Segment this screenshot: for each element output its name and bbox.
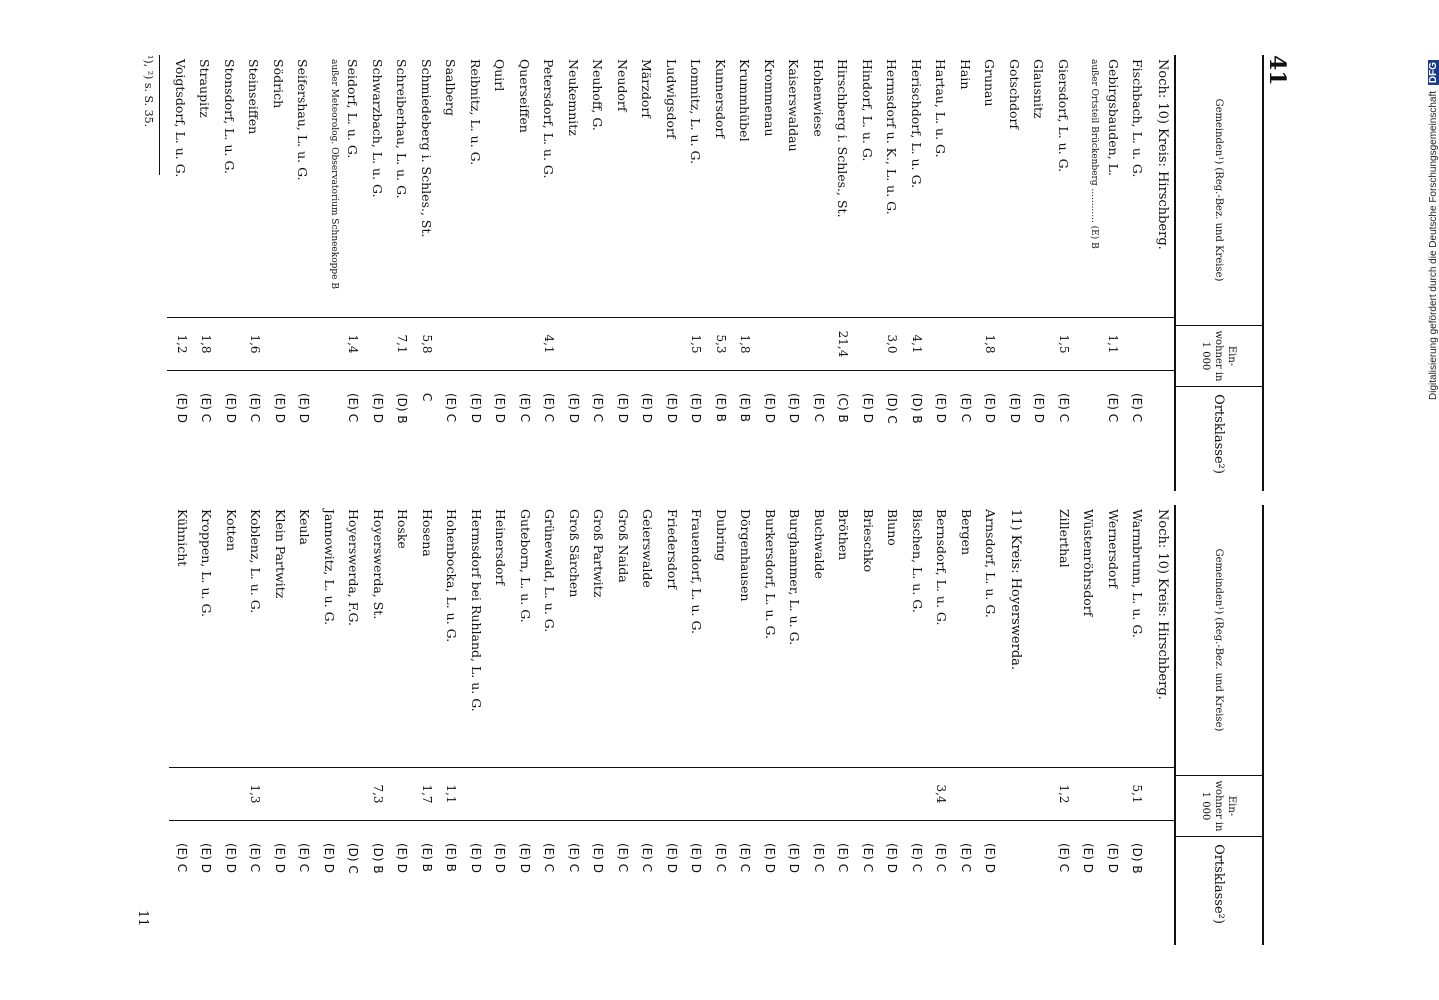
class-value: (E) C bbox=[616, 843, 630, 873]
municipality-name: Södrich bbox=[271, 59, 286, 109]
municipality-name: Zillerthal bbox=[1057, 509, 1072, 568]
class-value: (E) D bbox=[591, 843, 606, 873]
population-value bbox=[1027, 768, 1052, 820]
class-value: (E) D bbox=[763, 393, 777, 423]
municipality-name: Hartau, L. u. G. bbox=[933, 59, 949, 158]
class-value: (E) C bbox=[738, 843, 753, 873]
population-value bbox=[807, 768, 832, 820]
population-value bbox=[709, 768, 734, 820]
population-value bbox=[929, 318, 954, 370]
population-value bbox=[1027, 318, 1052, 370]
class-value: (E) D bbox=[983, 843, 998, 873]
class-value: (D) B bbox=[371, 843, 385, 874]
population-value: 1,1 bbox=[1106, 334, 1120, 354]
class-value: (E) D bbox=[787, 393, 802, 423]
class-value bbox=[1003, 821, 1028, 907]
municipality-name: Herischdorf, L. u. G. bbox=[909, 59, 924, 189]
class-value: (E) D bbox=[175, 393, 189, 423]
municipality-name: Koblenz, L. u. G. bbox=[248, 509, 264, 614]
population-value bbox=[1076, 318, 1101, 370]
municipality-name: Hoyerswerda, F.G. bbox=[346, 509, 362, 626]
population-value bbox=[562, 318, 587, 370]
digitization-note bbox=[1428, 60, 1439, 400]
population-value: 1,8 bbox=[738, 334, 753, 354]
class-value: (E) D bbox=[689, 843, 704, 873]
municipality-name: Bröthen bbox=[836, 509, 852, 561]
class-value: (E) C bbox=[542, 843, 557, 873]
population-value: 1,8 bbox=[199, 334, 214, 354]
municipality-name: Reibnitz, L. u. G. bbox=[468, 59, 483, 166]
population-value: 5,1 bbox=[1130, 784, 1145, 804]
population-value bbox=[856, 318, 881, 370]
population-value: 1,4 bbox=[346, 334, 361, 354]
municipality-name: Fischbach, L. u. G. bbox=[1130, 59, 1146, 178]
population-value bbox=[439, 318, 464, 370]
population-value bbox=[464, 318, 489, 370]
population-value bbox=[1150, 318, 1175, 370]
class-value: (E) C bbox=[444, 393, 459, 423]
left-table bbox=[104, 55, 1264, 491]
population-value: 1,2 bbox=[1057, 784, 1071, 804]
right-class-column bbox=[170, 821, 1175, 907]
municipality-name: Krummhübel bbox=[737, 59, 753, 142]
population-value bbox=[660, 318, 685, 370]
class-value: (E) D bbox=[665, 843, 679, 873]
population-value bbox=[1101, 768, 1126, 820]
population-value: 3,4 bbox=[934, 784, 949, 804]
municipality-name: Hindorf, L. u. G. bbox=[860, 59, 875, 162]
class-value: C bbox=[420, 393, 434, 402]
municipality-name: Stonsdorf, L. u. G. bbox=[222, 59, 237, 174]
municipality-name: Burghammer, L. u. G. bbox=[787, 509, 803, 646]
municipality-name: Seidorf, L. u. G. bbox=[345, 59, 361, 159]
section-heading: 11) Kreis: Hoyerswerda. bbox=[1008, 509, 1023, 671]
municipality-name: Märzdorf bbox=[639, 59, 655, 118]
section-heading: Noch: 10) Kreis: Hirschberg. bbox=[1155, 509, 1170, 700]
municipality-name: Giersdorf, L. u. G. bbox=[1056, 59, 1071, 173]
population-value bbox=[831, 768, 856, 820]
municipality-name: Ludwigsdorf bbox=[664, 59, 679, 139]
population-value: 7,3 bbox=[371, 784, 385, 804]
population-value: 1,5 bbox=[1057, 334, 1071, 354]
municipality-name: Groß Partwitz bbox=[591, 509, 607, 598]
municipality-name: außer Meteorolog. Observatorium Schneekoppe B bbox=[329, 59, 339, 289]
population-value bbox=[586, 318, 611, 370]
population-value bbox=[1076, 768, 1101, 820]
population-value bbox=[194, 768, 219, 820]
population-value bbox=[292, 318, 317, 370]
municipality-name: Neukemnitz bbox=[566, 59, 581, 136]
population-value: 1,1 bbox=[444, 784, 459, 804]
right-table-body bbox=[170, 505, 1175, 945]
bottom-number: 11 bbox=[135, 910, 150, 927]
municipality-name: Petersdorf, L. u. G. bbox=[541, 59, 557, 179]
municipality-name: Burkersdorf, L. u. G. bbox=[763, 509, 778, 639]
header-name: Gemeinden¹) (Reg.-Bez. und Kreise) bbox=[1176, 505, 1262, 776]
population-value bbox=[1125, 318, 1150, 370]
left-table-body bbox=[168, 55, 1175, 491]
class-value: (E) D bbox=[861, 393, 875, 423]
population-value: 1,3 bbox=[248, 784, 263, 804]
population-value: 1,5 bbox=[689, 334, 704, 354]
population-value bbox=[660, 768, 685, 820]
population-value bbox=[782, 318, 807, 370]
class-value: (E) C bbox=[346, 393, 361, 423]
class-value: (E) C bbox=[1057, 843, 1071, 873]
population-value: 1,8 bbox=[983, 334, 998, 354]
class-value: (E) D bbox=[983, 393, 998, 423]
class-value: (E) C bbox=[1057, 393, 1071, 423]
population-value bbox=[366, 318, 391, 370]
class-value: (E) C bbox=[1130, 393, 1145, 423]
class-value: (E) C bbox=[812, 843, 826, 873]
class-value bbox=[1150, 371, 1175, 457]
dfg-logo: DFG bbox=[1428, 62, 1439, 84]
population-value: 7,1 bbox=[395, 334, 410, 354]
population-value bbox=[807, 318, 832, 370]
municipality-name: Voigtsdorf, L. u. G. bbox=[173, 59, 188, 178]
class-value: (E) D bbox=[322, 843, 336, 873]
class-value: (E) C bbox=[248, 393, 263, 423]
population-value bbox=[954, 318, 979, 370]
municipality-name: Schwarzbach, L. u. G. bbox=[370, 59, 385, 198]
municipality-name: Bernsdorf, L. u. G. bbox=[934, 509, 950, 626]
municipality-name: Seifershau, L. u. G. bbox=[295, 59, 311, 181]
class-value: (E) C bbox=[959, 843, 973, 873]
municipality-name: Dörgenhausen bbox=[738, 509, 754, 602]
class-value: (E) C bbox=[518, 393, 532, 423]
population-value bbox=[341, 768, 366, 820]
class-value: (D) B bbox=[395, 393, 410, 424]
population-value bbox=[1003, 768, 1028, 820]
population-value bbox=[390, 768, 415, 820]
class-value bbox=[317, 371, 342, 457]
municipality-name: Kühnicht bbox=[175, 509, 190, 567]
class-value: (E) D bbox=[273, 843, 287, 873]
population-value bbox=[464, 768, 489, 820]
class-value: (E) C bbox=[199, 393, 214, 423]
population-value bbox=[978, 768, 1003, 820]
municipality-name: Bergen bbox=[959, 509, 974, 556]
class-value: (D) B bbox=[910, 393, 924, 424]
municipality-name: Grunau bbox=[982, 59, 998, 107]
population-value bbox=[317, 768, 342, 820]
population-value bbox=[317, 318, 342, 370]
population-value bbox=[1003, 318, 1028, 370]
municipality-name: Grünewald, L. u. G. bbox=[542, 509, 558, 633]
population-value bbox=[513, 318, 538, 370]
municipality-name: Quirl bbox=[492, 59, 508, 92]
municipality-name: Jannowitz, L. u. G. bbox=[322, 509, 337, 626]
municipality-name: Straupitz bbox=[197, 59, 213, 118]
population-value bbox=[537, 768, 562, 820]
class-value: (E) C bbox=[836, 843, 851, 873]
population-value bbox=[635, 318, 660, 370]
municipality-name: Groß Särchen bbox=[567, 509, 582, 598]
population-value bbox=[758, 768, 783, 820]
population-value: 4,1 bbox=[910, 334, 924, 354]
municipality-name: Hoyerswerda, St. bbox=[371, 509, 386, 620]
header-class: Ortsklasse²) bbox=[1211, 394, 1227, 474]
municipality-name: Heinersdorf bbox=[493, 509, 509, 586]
population-value bbox=[880, 768, 905, 820]
class-value bbox=[1076, 371, 1101, 457]
population-value bbox=[562, 768, 587, 820]
municipality-name: Hain bbox=[958, 59, 973, 90]
population-value: 3,0 bbox=[885, 334, 900, 354]
class-value: (E) D bbox=[199, 843, 214, 873]
class-value: (E) D bbox=[689, 393, 704, 423]
right-table-header bbox=[1174, 505, 1264, 945]
municipality-name: Wüstenröhrsdorf bbox=[1081, 509, 1097, 617]
left-name-column bbox=[168, 55, 1175, 318]
class-value: (E) D bbox=[518, 843, 532, 873]
population-value bbox=[268, 768, 293, 820]
class-value: (E) C bbox=[714, 843, 728, 873]
population-value bbox=[488, 318, 513, 370]
municipality-name: Schreiberhau, L. u. G. bbox=[394, 59, 410, 199]
header-population: Ein-wohner in 1 000 bbox=[1176, 776, 1262, 837]
footnote: ¹), ²) s. S. 35. bbox=[142, 55, 160, 175]
class-value: (E) C bbox=[591, 393, 606, 423]
digitization-text: Digitalisierung gefördert durch die Deutsche Forschungsgemeinschaft bbox=[1428, 90, 1439, 400]
class-value: (E) B bbox=[444, 843, 459, 872]
population-value: 5,3 bbox=[714, 334, 728, 354]
municipality-name: Krommenau bbox=[762, 59, 777, 137]
rotated-page-content bbox=[100, 55, 1290, 945]
municipality-name: Groß Naida bbox=[616, 509, 631, 583]
class-value: (E) C bbox=[812, 393, 826, 423]
class-value: (E) D bbox=[763, 843, 777, 873]
class-value: (E) D bbox=[469, 393, 483, 423]
class-value bbox=[1027, 821, 1052, 907]
municipality-name: Hohenbocka, L. u. G. bbox=[444, 509, 460, 643]
municipality-name: Brieschko bbox=[861, 509, 876, 573]
municipality-name: Schmiedeberg i. Schles., St. bbox=[419, 59, 434, 238]
population-value: 1,7 bbox=[420, 784, 434, 804]
municipality-name: Neuhoff, G. bbox=[590, 59, 606, 131]
municipality-name: Hermsdorf bei Ruhland, L. u. G. bbox=[469, 509, 484, 712]
municipality-name: Arnsdorf, L. u. G. bbox=[983, 509, 999, 618]
section-heading: Noch: 10) Kreis: Hirschberg. bbox=[1155, 59, 1170, 250]
page-number: 41 bbox=[1264, 55, 1290, 86]
class-value: (E) B bbox=[738, 393, 753, 422]
municipality-name: Warmbrunn, L. u. G. bbox=[1130, 509, 1146, 638]
municipality-name: Hermsdorf u. K., L. u. G. bbox=[884, 59, 900, 215]
population-value: 1,6 bbox=[248, 334, 263, 354]
municipality-name: Hohenwiese bbox=[811, 59, 826, 137]
population-value: 21,4 bbox=[836, 330, 851, 358]
municipality-name: Guteborn, L. u. G. bbox=[518, 509, 533, 623]
class-value: (E) D bbox=[567, 393, 581, 423]
municipality-name: Dubring bbox=[714, 509, 729, 562]
municipality-name bbox=[1027, 505, 1052, 767]
class-value: (E) D bbox=[224, 843, 238, 873]
class-value: (E) D bbox=[640, 393, 655, 423]
municipality-name: Querseiffen bbox=[517, 59, 532, 133]
municipality-name: Hirschberg i. Schles., St. bbox=[835, 59, 851, 218]
class-value: (E) C bbox=[1106, 393, 1120, 423]
municipality-name: Kotten bbox=[224, 509, 239, 552]
population-value bbox=[292, 768, 317, 820]
class-value: (E) D bbox=[885, 843, 900, 873]
class-value: (E) D bbox=[1008, 393, 1022, 423]
population-value bbox=[635, 768, 660, 820]
class-value: (E) C bbox=[542, 393, 557, 423]
class-value: (E) C bbox=[248, 843, 263, 873]
municipality-name: außer Ortsteil Brückenberg ............ (E) B bbox=[1089, 59, 1100, 249]
right-pop-column bbox=[170, 768, 1175, 821]
population-value bbox=[856, 768, 881, 820]
class-value: (E) C bbox=[910, 843, 924, 873]
municipality-name: Friedersdorf bbox=[665, 509, 680, 589]
right-name-column bbox=[170, 505, 1175, 768]
class-value: (E) D bbox=[1032, 393, 1047, 423]
population-value bbox=[954, 768, 979, 820]
class-value: (E) D bbox=[224, 393, 238, 423]
population-value bbox=[758, 318, 783, 370]
header-population: Ein-wohner in 1 000 bbox=[1176, 326, 1262, 387]
class-value: (E) C bbox=[959, 393, 973, 423]
class-value: (E) C bbox=[640, 843, 655, 873]
class-value: (E) D bbox=[1081, 843, 1096, 873]
class-value: (E) D bbox=[934, 393, 949, 423]
class-value: (E) D bbox=[273, 393, 287, 423]
population-value bbox=[1150, 768, 1175, 820]
municipality-name: Glausnitz bbox=[1031, 59, 1047, 119]
population-value bbox=[684, 768, 709, 820]
population-value bbox=[611, 318, 636, 370]
class-value: (E) D bbox=[297, 393, 312, 423]
class-value: (E) D bbox=[493, 843, 508, 873]
municipality-name: Bischen, L. u. G. bbox=[910, 509, 925, 613]
municipality-name: Hosena bbox=[420, 509, 435, 557]
population-value bbox=[782, 768, 807, 820]
population-value bbox=[170, 768, 195, 820]
class-value bbox=[1150, 821, 1175, 907]
class-value: (D) C bbox=[346, 843, 361, 874]
population-value bbox=[611, 768, 636, 820]
class-value: (E) D bbox=[1106, 843, 1120, 873]
municipality-name: Lomnitz, L. u. G. bbox=[688, 59, 704, 165]
municipality-name: Wernersdorf bbox=[1106, 509, 1121, 589]
class-value: (E) C bbox=[175, 843, 189, 873]
header-name: Gemeinden¹) (Reg.-Bez. und Kreise) bbox=[1176, 55, 1262, 326]
population-value bbox=[513, 768, 538, 820]
class-value: (C) B bbox=[836, 393, 851, 423]
municipality-name: Klein Partwitz bbox=[273, 509, 288, 599]
population-value bbox=[488, 768, 513, 820]
population-value bbox=[905, 768, 930, 820]
population-value bbox=[268, 318, 293, 370]
right-table bbox=[104, 505, 1264, 945]
class-value: (E) C bbox=[861, 843, 875, 873]
municipality-name: Hoske bbox=[395, 509, 411, 549]
header-class: Ortsklasse²) bbox=[1211, 844, 1227, 924]
class-value: (E) D bbox=[371, 393, 385, 423]
municipality-name: Keula bbox=[297, 509, 313, 545]
left-pop-column bbox=[168, 318, 1175, 371]
municipality-name: Geierswalde bbox=[640, 509, 656, 588]
class-value: (E) D bbox=[493, 393, 508, 423]
municipality-name: Gebirgsbauden, L. bbox=[1106, 59, 1121, 176]
population-value: 4,1 bbox=[542, 334, 557, 354]
population-value bbox=[733, 768, 758, 820]
municipality-name: Kunnersdorf bbox=[713, 59, 728, 139]
municipality-name: Kaiserswaldau bbox=[786, 59, 802, 152]
population-value bbox=[219, 768, 244, 820]
class-value: (E) D bbox=[395, 843, 410, 873]
municipality-name: Buchwalde bbox=[812, 509, 827, 579]
class-value: (E) D bbox=[787, 843, 802, 873]
class-value: (E) C bbox=[934, 843, 949, 873]
class-value: (D) B bbox=[1130, 843, 1145, 874]
municipality-name: Neudorf bbox=[615, 59, 630, 112]
class-value: (E) C bbox=[297, 843, 312, 873]
municipality-name: Bluno bbox=[885, 509, 901, 546]
class-value: (E) D bbox=[665, 393, 679, 423]
left-class-column bbox=[168, 371, 1175, 457]
municipality-name: Gotschdorf bbox=[1007, 59, 1022, 130]
population-value bbox=[219, 318, 244, 370]
class-value: (D) C bbox=[885, 393, 900, 424]
municipality-name: Kroppen, L. u. G. bbox=[199, 509, 215, 617]
class-value: (E) D bbox=[616, 393, 630, 423]
left-table-header bbox=[1174, 55, 1264, 491]
class-value: (E) B bbox=[714, 393, 728, 422]
municipality-name: Saalberg bbox=[443, 59, 459, 116]
class-value: (E) C bbox=[567, 843, 581, 873]
class-value: (E) B bbox=[420, 843, 434, 872]
population-value bbox=[586, 768, 611, 820]
class-value: (E) D bbox=[469, 843, 483, 873]
population-value: 5,8 bbox=[420, 334, 434, 354]
municipality-name: Steinseiffen bbox=[246, 59, 262, 135]
population-value: 1,2 bbox=[175, 334, 189, 354]
municipality-name: Frauendorf, L. u. G. bbox=[689, 509, 705, 634]
